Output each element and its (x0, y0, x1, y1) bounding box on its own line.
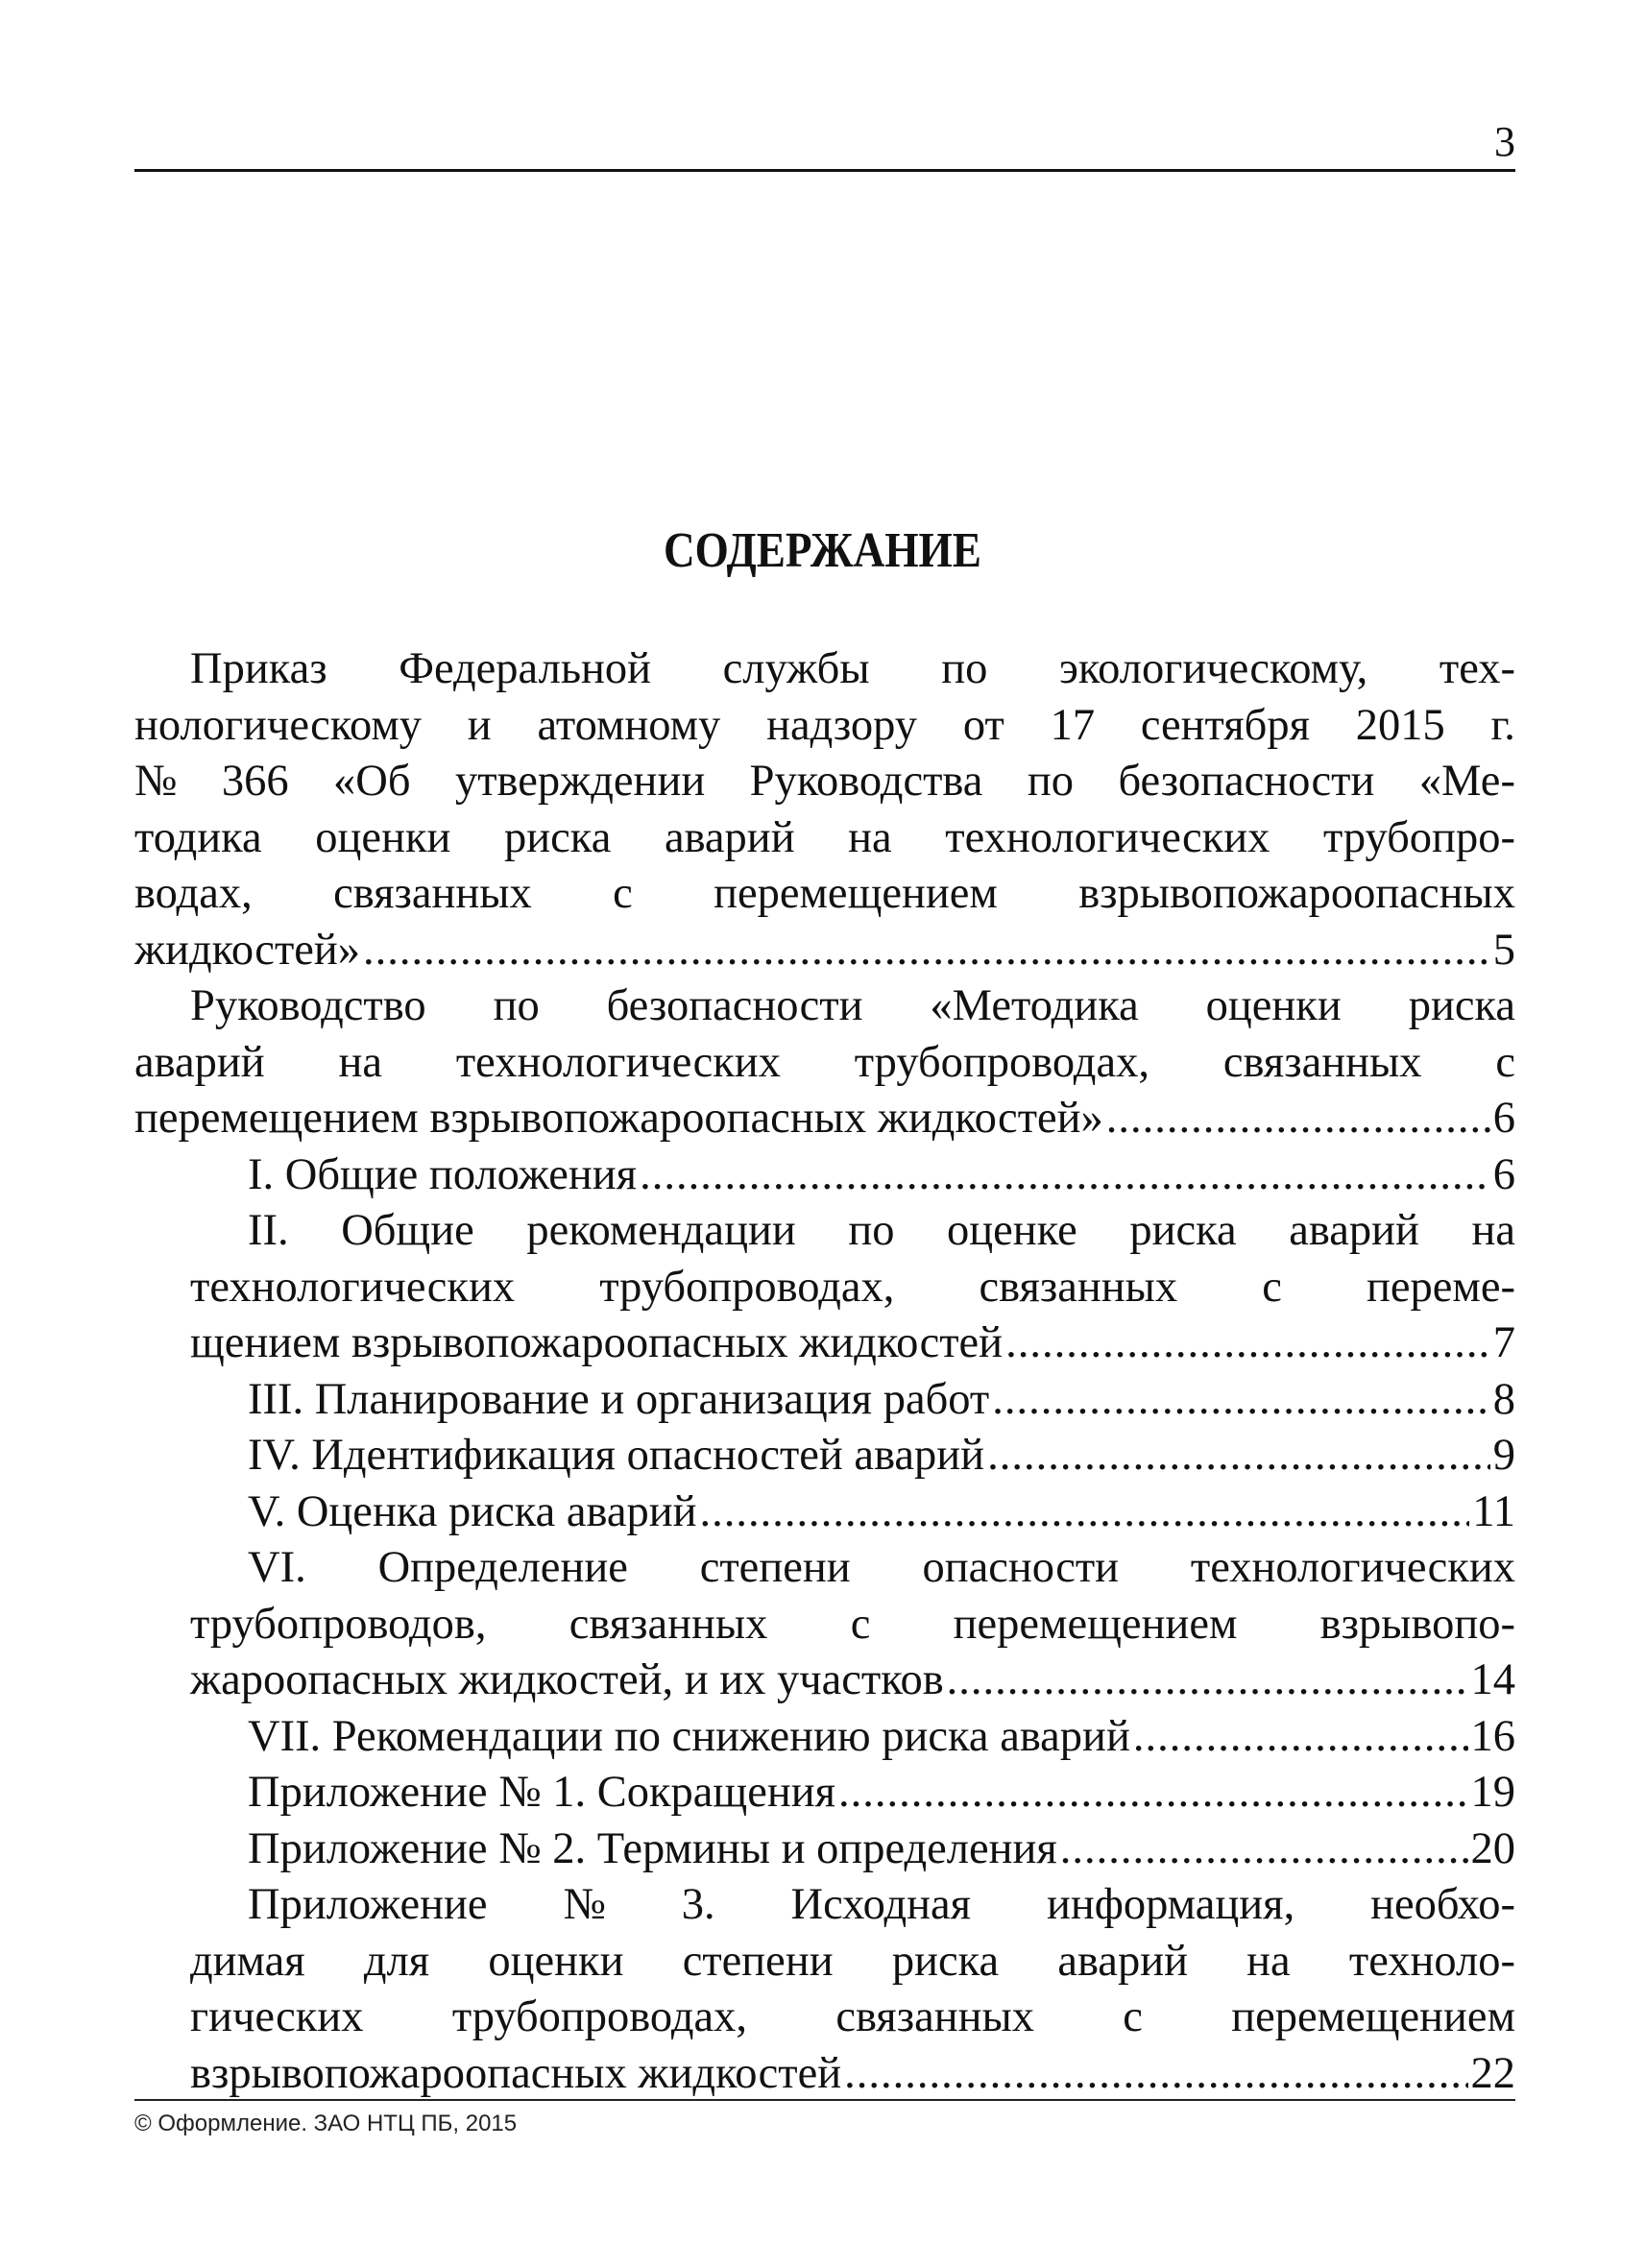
toc-entry-text: I. Общие положения (248, 1149, 638, 1199)
dot-leader (844, 2046, 1467, 2103)
toc-entry-section-7[interactable] (134, 1709, 1515, 1766)
toc-leader-row (190, 1315, 1515, 1372)
toc-entry-section-4[interactable] (134, 1428, 1515, 1484)
toc-entry-text: Приложение № 2. Термины и определения (248, 1823, 1057, 1873)
toc-page-number: 14 (1470, 1655, 1515, 1704)
toc-line: № 366 «Об утверждении Руководства по безопасности «Ме- (134, 757, 1515, 806)
toc-page-number: 6 (1492, 1094, 1515, 1143)
dot-leader (1005, 1315, 1490, 1372)
toc-page-number: 5 (1492, 925, 1515, 975)
toc-leader-row (190, 2046, 1515, 2103)
footer-copyright: © Оформление. ЗАО НТЦ ПБ, 2015 (134, 2111, 518, 2136)
toc-entry-text: жидкостей» (134, 925, 361, 975)
toc-line: аварий на технологических трубопроводах, связанных с (134, 1037, 1515, 1087)
toc-leader-row (190, 1822, 1515, 1878)
table-of-contents (134, 641, 1515, 2102)
toc-page-number: 22 (1470, 2048, 1515, 2098)
toc-line: технологических трубопроводах, связанных с переме- (190, 1262, 1515, 1312)
toc-title: СОДЕРЖАНИЕ (663, 523, 981, 578)
toc-page-number: 6 (1492, 1149, 1515, 1199)
toc-line: Приказ Федеральной службы по экологическому, тех- (190, 644, 1515, 693)
toc-leader-row (134, 923, 1515, 979)
toc-line: водах, связанных с перемещением взрывопожароопасных (134, 869, 1515, 918)
toc-entry-text: щением взрывопожароопасных жидкостей (190, 1318, 1004, 1367)
toc-line: Руководство по безопасности «Методика оценки риска (190, 981, 1515, 1030)
dot-leader (992, 1372, 1490, 1429)
dot-leader (640, 1147, 1490, 1204)
toc-leader-row (190, 1653, 1515, 1709)
toc-line: гических трубопроводах, связанных с перемещением (190, 1992, 1515, 2041)
toc-leader-row (190, 1484, 1515, 1541)
toc-leader-row (190, 1765, 1515, 1822)
toc-leader-row (190, 1428, 1515, 1484)
toc-entry-appendix-1[interactable] (134, 1765, 1515, 1822)
toc-entry-appendix-2[interactable] (134, 1822, 1515, 1878)
toc-page-number: 16 (1470, 1711, 1515, 1761)
dot-leader (1106, 1091, 1490, 1147)
dot-leader (1133, 1709, 1468, 1766)
toc-entry-appendix-3[interactable] (134, 1877, 1515, 2102)
toc-page-number: 8 (1492, 1374, 1515, 1424)
toc-page-number: 20 (1470, 1823, 1515, 1873)
toc-entry-text: перемещением взрывопожароопасных жидкостей» (134, 1094, 1103, 1143)
footer-rule (134, 2099, 1515, 2101)
toc-line: II. Общие рекомендации по оценке риска аварий на (248, 1206, 1515, 1255)
toc-entry-text: жароопасных жидкостей, и их участков (190, 1655, 944, 1704)
page-number: 3 (1494, 118, 1515, 165)
dot-leader (838, 1765, 1467, 1822)
dot-leader (987, 1428, 1490, 1484)
toc-leader-row (190, 1372, 1515, 1429)
toc-entry-section-5[interactable] (134, 1484, 1515, 1541)
toc-line: трубопроводов, связанных с перемещением взрывопо- (190, 1599, 1515, 1649)
toc-entry-section-1[interactable] (134, 1147, 1515, 1204)
toc-entry-text: III. Планирование и организация работ (248, 1374, 990, 1424)
toc-page-number: 19 (1470, 1768, 1515, 1817)
toc-entry-section-2[interactable] (134, 1203, 1515, 1372)
toc-entry-text: VII. Рекомендации по снижению риска аварий (248, 1711, 1130, 1761)
toc-leader-row (190, 1709, 1515, 1766)
toc-page-number: 9 (1492, 1431, 1515, 1480)
toc-line: димая для оценки степени риска аварий на техноло- (190, 1936, 1515, 1986)
header-rule (134, 169, 1515, 172)
toc-page-number: 7 (1492, 1318, 1515, 1367)
dot-leader (700, 1484, 1470, 1541)
toc-entry-text: Приложение № 1. Сокращения (248, 1768, 836, 1817)
dot-leader (947, 1653, 1468, 1709)
toc-entry-section-3[interactable] (134, 1372, 1515, 1429)
toc-line: тодика оценки риска аварий на технологических трубопро- (134, 812, 1515, 862)
toc-entry-guideline[interactable] (134, 978, 1515, 1147)
toc-line: VI. Определение степени опасности технологических (248, 1543, 1515, 1592)
toc-line: нологическому и атомному надзору от 17 сентября 2015 г. (134, 700, 1515, 750)
toc-line: Приложение № 3. Исходная информация, необхо- (248, 1880, 1515, 1929)
toc-entry-section-6[interactable] (134, 1540, 1515, 1709)
toc-entry-text: взрывопожароопасных жидкостей (190, 2048, 842, 2098)
toc-page-number: 11 (1472, 1486, 1515, 1536)
dot-leader (1060, 1822, 1468, 1878)
toc-entry-order[interactable] (134, 641, 1515, 978)
toc-leader-row (190, 1147, 1515, 1204)
dot-leader (363, 923, 1490, 979)
toc-entry-text: IV. Идентификация опасностей аварий (248, 1431, 985, 1480)
toc-entry-text: V. Оценка риска аварий (248, 1486, 697, 1536)
toc-leader-row (134, 1091, 1515, 1147)
